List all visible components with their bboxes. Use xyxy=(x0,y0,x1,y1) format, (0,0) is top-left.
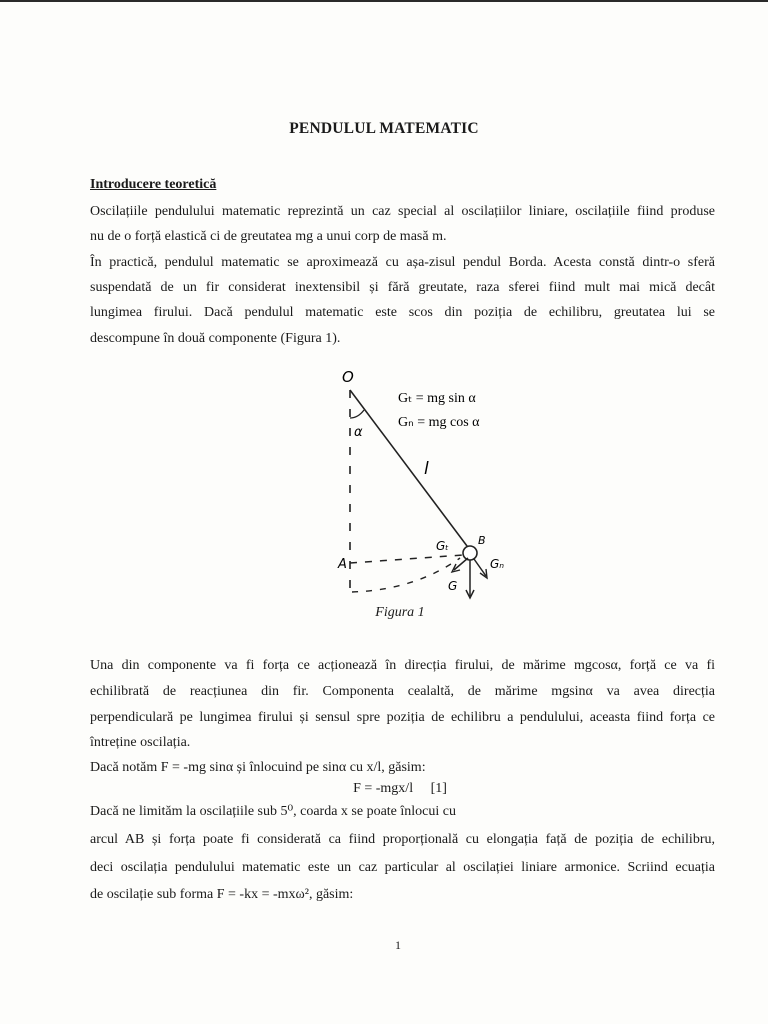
paragraph-line: Oscilațiile pendulului matematic reprezintă un caz special al oscilațiilor liniare, oscilațiile fiind produse xyxy=(90,204,715,219)
label-B: B xyxy=(478,534,486,547)
scan-edge xyxy=(0,0,768,2)
arc-AB xyxy=(352,558,460,592)
label-Gt: Gₜ xyxy=(436,539,449,553)
section-heading: Introducere teoretică xyxy=(90,177,217,192)
equation-line: F = -mgx/l [1] xyxy=(353,781,447,796)
equation-Gn: Gₙ = mg cos α xyxy=(398,415,480,430)
paragraph-line: de oscilație sub forma F = -kx = -mxω², găsim: xyxy=(90,887,354,902)
paragraph-line: echilibrată de reacțiunea din fir. Componenta cealaltă, de mărime mgsinα va avea direcția xyxy=(90,684,715,699)
label-A: A xyxy=(338,557,347,572)
page-number: 1 xyxy=(395,938,401,952)
angle-arc xyxy=(350,410,364,418)
paragraph-line: lungimea firului. Dacă pendulul matematic este scos din poziția de echilibru, greutatea lui se xyxy=(90,305,715,320)
equation-Gt: Gₜ = mg sin α xyxy=(398,391,476,406)
label-G: G xyxy=(448,579,458,593)
page-title: PENDULUL MATEMATIC xyxy=(289,120,479,137)
label-Gn: Gₙ xyxy=(490,557,505,571)
paragraph-line: Una din componente va fi forța ce acționează în direcția firului, de mărime mgcosα, forță ce va fi xyxy=(90,658,715,673)
label-alpha: α xyxy=(354,425,363,440)
paragraph-line: Dacă ne limităm la oscilațiile sub 5⁰, coarda x se poate înlocui cu xyxy=(90,804,456,819)
paragraph-line: Dacă notăm F = -mg sinα și înlocuind pe sinα cu x/l, găsim: xyxy=(90,760,426,775)
pendulum-bob xyxy=(463,546,477,560)
pendulum-string xyxy=(350,390,470,550)
label-l: l xyxy=(424,459,429,479)
paragraph-line: perpendiculară pe lungimea firului și sensul spre poziția de echilibru a pendulului, aceasta fiind forța ce xyxy=(90,710,715,725)
figure-caption: Figura 1 xyxy=(375,605,425,620)
paragraph-line: În practică, pendulul matematic se aproximează cu așa-zisul pendul Borda. Acesta constă dintr-o sferă xyxy=(90,255,715,270)
paragraph-line: descompune în două componente (Figura 1). xyxy=(90,331,341,346)
paragraph-line: arcul AB și forța poate fi considerată ca fiind proporțională cu elongația față de poziția de echilibru, xyxy=(90,832,715,847)
paragraph-line: nu de o forță elastică ci de greutatea mg a unui corp de masă m. xyxy=(90,229,447,244)
label-O: O xyxy=(342,368,354,386)
pendulum-figure xyxy=(320,360,560,605)
paragraph-line: suspendată de un fir considerat inextensibil și fără greutate, raza sferei fiind mult mai mică decât xyxy=(90,280,715,295)
chord-AB xyxy=(350,555,463,563)
paragraph-line: întreține oscilația. xyxy=(90,735,191,750)
paragraph-line: deci oscilația pendulului matematic este un caz particular al oscilației liniare armonice. Scriind ecuația xyxy=(90,860,715,875)
vector-Gt xyxy=(454,558,468,570)
